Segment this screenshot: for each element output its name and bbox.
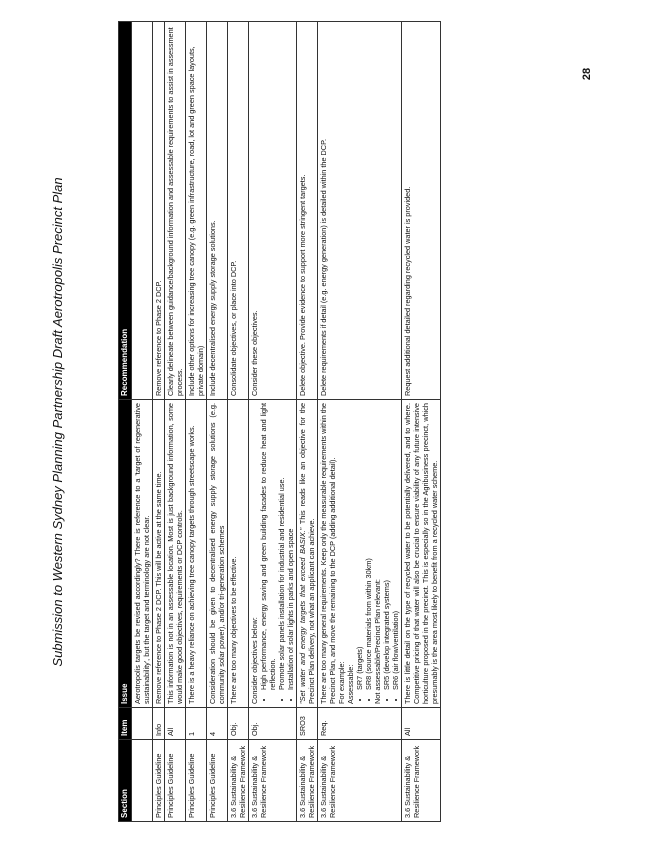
cell-section: Principles Guideline [186, 740, 207, 822]
header-recommendation: Recommendation [119, 22, 132, 400]
assessable-list [355, 403, 373, 704]
cell-issue [318, 400, 402, 708]
issue-intro: Consider objectives below: [250, 617, 259, 704]
cell-item: Obj. [228, 708, 249, 740]
cell-section: 3.6 Sustainability & Resilience Framework [318, 740, 402, 822]
cell-issue: There are too many objectives to be effective. [228, 400, 249, 708]
table-row [402, 22, 441, 822]
table-row [165, 22, 186, 822]
cell-recommendation: Delete objective. Provide evidence to support more stringent targets. [297, 22, 318, 400]
cell-section: 3.6 Sustainability & Resilience Framework [249, 740, 297, 822]
cell-recommendation: Request additional detailed regarding recycled water is provided. [402, 22, 441, 400]
table-row [186, 22, 207, 822]
header-section: Section [119, 740, 132, 822]
cell-item: SRO3 [297, 708, 318, 740]
table-row [228, 22, 249, 822]
cell-item: All [165, 708, 186, 740]
cell-recommendation: Consider these objectives. [249, 22, 297, 400]
cell-section [132, 740, 153, 822]
not-assessable-list [382, 403, 400, 704]
cell-recommendation: Include other options for increasing tree canopy (e.g. green infrastructure, road, lot and green space layouts, private domain) [186, 22, 207, 400]
header-issue: Issue [119, 400, 132, 708]
cell-section: 3.6 Sustainability & Resilience Framework [228, 740, 249, 822]
table-row [249, 22, 297, 822]
cell-section: Principles Guideline [165, 740, 186, 822]
issue-example-label: For example: [337, 661, 346, 704]
cell-section: Principles Guideline [153, 740, 165, 822]
page-title: Submission to Western Sydney Planning Partnership Draft Aerotropolis Precinct Plan [50, 177, 65, 667]
cell-issue [249, 400, 297, 708]
cell-issue [297, 400, 318, 708]
cell-issue: This information is not in an assessable location. Most is just background information, some would make good objectives, requirements or DCP controls. [165, 400, 186, 708]
cell-item: Obj. [249, 708, 297, 740]
cell-recommendation: Consolidate objectives, or place into DCP. [228, 22, 249, 400]
cell-item: Req. [318, 708, 402, 740]
cell-item: Info [153, 708, 165, 740]
cell-section: 3.6 Sustainability & Resilience Framework [297, 740, 318, 822]
issue-not-assessable-label: Not assessable/Precinct Plan relevant: [373, 579, 382, 704]
list-item: • SR8 (source materials from within 30km) [364, 403, 373, 690]
issue-quote: "Set water and energy targets that exceed BASIX." [298, 527, 307, 704]
cell-recommendation [132, 22, 153, 400]
header-item: Item [119, 708, 132, 740]
page-number: 28 [581, 67, 593, 81]
cell-issue: There is a heavy reliance on achieving tree canopy targets through streetscape works. [186, 400, 207, 708]
cell-issue: There is little detail on the type of recycled water to be potentially delivered, and to where. Competitive pricing of that water will also be crucial to ensure viability of any future intensive horticulture proposed in the precinct. This is especially so in the Agribusiness precinct, which presumably is the area most likely to benefit from a recycled water scheme. [402, 400, 441, 708]
cell-item: 1 [186, 708, 207, 740]
cell-item: All [402, 708, 441, 740]
submission-table-container [118, 22, 554, 822]
cell-recommendation: Clearly delineate between guidance/background information and assessable requirements to assist in assessment process. [165, 22, 186, 400]
table-row [207, 22, 228, 822]
cell-recommendation: Remove reference to Phase 2 DCP. [153, 22, 165, 400]
cell-item: 4 [207, 708, 228, 740]
cell-issue: Consideration should be given to decentralised energy supply storage solutions (e.g. community solar power), and/or tri-generation schemes [207, 400, 228, 708]
submission-table [118, 21, 441, 822]
list-item: • High performance, energy saving and green building facades to reduce heat and light reflection. [259, 403, 277, 690]
cell-section: Principles Guideline [207, 740, 228, 822]
list-item: • SR5 (develop integrated systems) [382, 403, 391, 690]
list-item: • Promote solar panels installation for industrial and residential use. [277, 403, 286, 690]
objectives-list [259, 403, 295, 704]
list-item: • SR7 (targets) [355, 403, 364, 690]
list-item: • SR6 (air flow/ventilation) [391, 403, 400, 690]
cell-item [132, 708, 153, 740]
table-row [297, 22, 318, 822]
table-header-row [119, 22, 132, 822]
issue-intro: There are too many general requirements. Keep only the measurable requirements within the Precinct Plan, and move the remaining to the DCP (adding additional detail). [319, 403, 337, 704]
cell-issue: Remove reference to Phase 2 DCP. This will be active at the same time. [153, 400, 165, 708]
cell-recommendation: Delete requirements if detail (e.g. energy generation) is detailed within the DCP. [318, 22, 402, 400]
cell-issue: Aerotropolis targets be revised accordingly? There is reference to a 'target of regenerative sustainability', but the target and terminology are not clear. [132, 400, 153, 708]
table-row [153, 22, 165, 822]
issue-rest: This reads like an objective for the Precinct Plan delivery, not what an applicant can achieve. [298, 403, 316, 704]
list-item: • Installation of solar lights in parks and open space [286, 403, 295, 690]
cell-section: 3.6 Sustainability & Resilience Framework [402, 740, 441, 822]
issue-assessable-label: Assessable: [346, 664, 355, 704]
cell-recommendation: Include decentralised energy supply storage solutions. [207, 22, 228, 400]
table-row [318, 22, 402, 822]
table-row [132, 22, 153, 822]
